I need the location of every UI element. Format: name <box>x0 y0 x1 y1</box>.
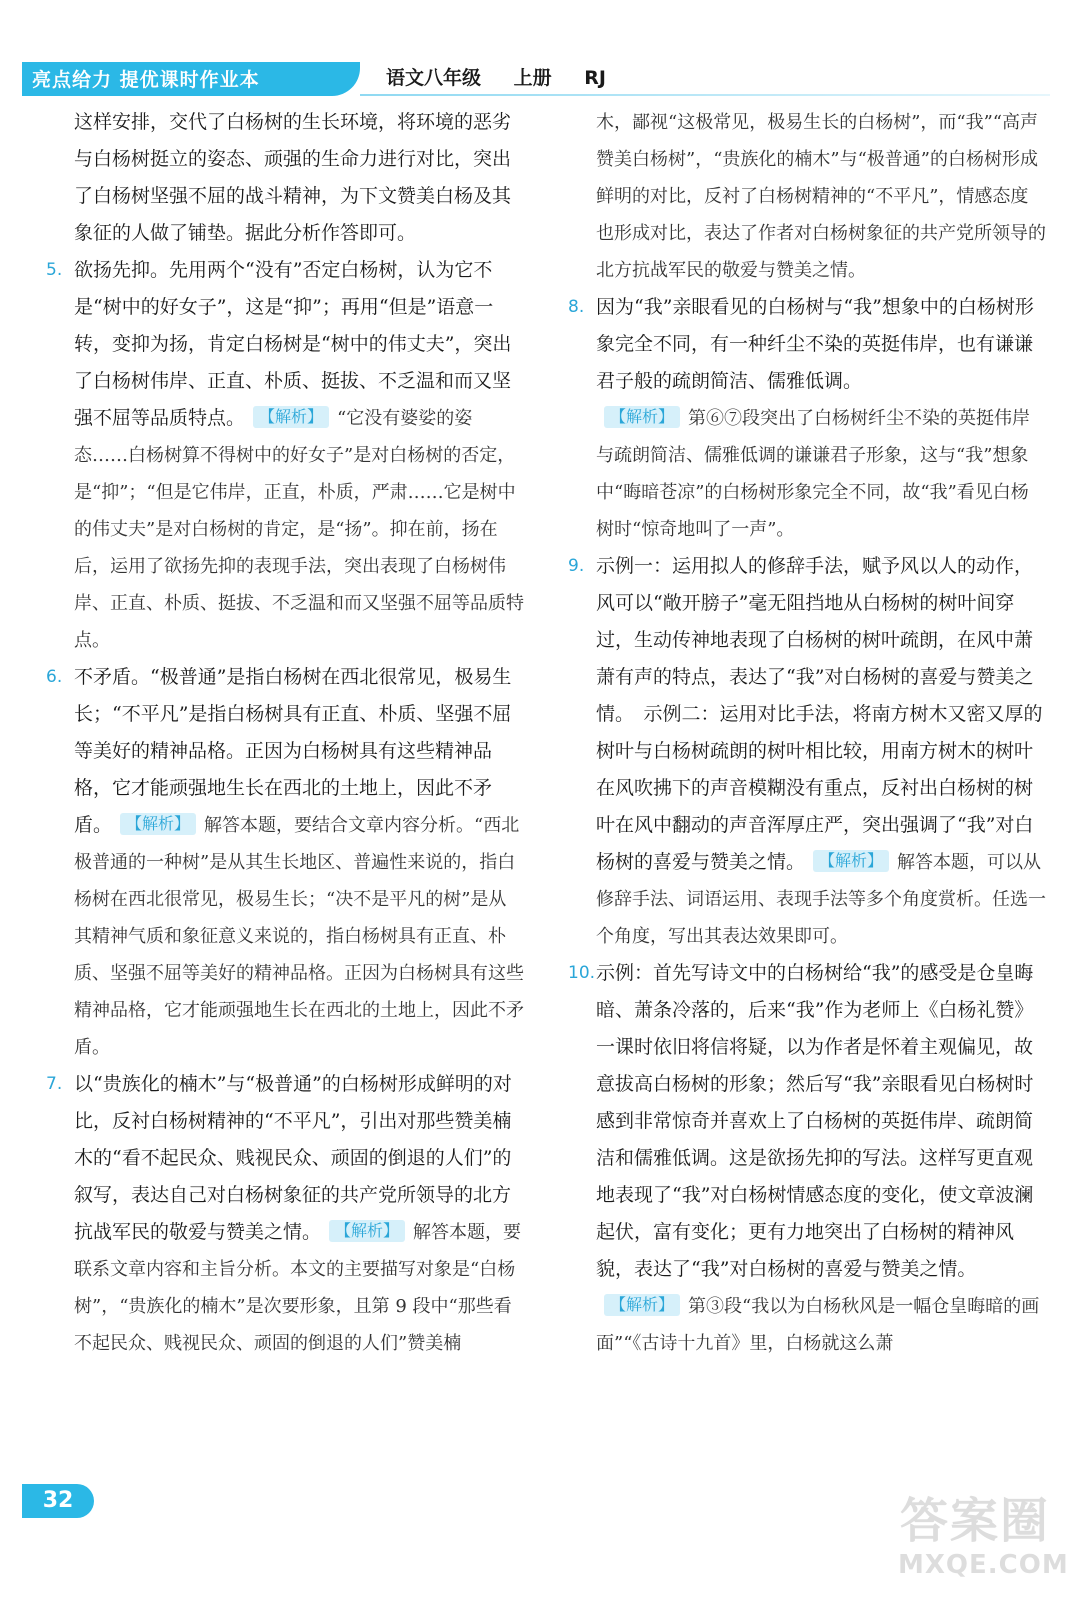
answer-text: 以“贵族化的楠木”与“极普通”的白杨树形成鲜明的对比，反衬白杨树精神的“不平凡”，引出对那些赞美楠木的“看不起民众、贱视民众、顽固的倒退的人们”的叙写，表达自己对白杨树象征的共产党所领导的北方抗战军民的敬爱与赞美之情。 <box>74 1073 512 1243</box>
item-number: 7. <box>46 1074 63 1094</box>
analysis-text: 解答本题，要联系文章内容和主旨分析。本文的主要描写对象是“白杨树”，“贵族化的楠木”是次要形象，且第 9 段中“那些看不起民众、贱视民众、顽固的倒退的人们”赞美楠 <box>74 1222 522 1354</box>
answer-item-8 <box>568 289 1046 548</box>
item-number: 6. <box>46 667 63 687</box>
analysis-text: 第③段“我以为白杨秋风是一幅仓皇晦暗的画面”“《古诗十九首》里，白杨就这么萧 <box>596 1296 1040 1354</box>
answer-item <box>46 104 524 252</box>
watermark-url: MXQE.COM <box>898 1550 1069 1580</box>
analysis-tag: 【解析】 <box>329 1220 405 1242</box>
item-number: 5. <box>46 260 63 280</box>
analysis-text: 解答本题，可以从修辞手法、词语运用、表现手法等多个角度赏析。任选一个角度，写出其表达效果即可。 <box>596 852 1046 947</box>
answer-item-6 <box>46 659 524 1066</box>
answer-item-9 <box>568 548 1046 955</box>
header-divider <box>360 94 1050 96</box>
watermark-text: 答案圈 <box>900 1493 1051 1549</box>
answer-text: 示例一：运用拟人的修辞手法，赋予风以人的动作，风可以“敞开膀子”毫无阻挡地从白杨树的树叶间穿过，生动传神地表现了白杨树的树叶疏朗，在风中萧萧有声的特点，表达了“我”对白杨树的喜爱与赞美之情。 示例二：运用对比手法，将南方树木又密又厚的树叶与白杨树疏朗的树叶相比较，用南方树木的树叶在风吹拂下的声音模糊没有重点，反衬出白杨树的树叶在风中翻动的声音浑厚庄严，突出强调了“我”对白杨树的喜爱与赞美之情。 <box>596 555 1043 873</box>
answer-text: 欲扬先抑。先用两个“没有”否定白杨树，认为它不是“树中的好女子”，这是“抑”；再用“但是”语意一转，变抑为扬，肯定白杨树是“树中的伟丈夫”，突出了白杨树伟岸、正直、朴质、挺拔、不乏温和而又坚强不屈等品质特点。 <box>74 259 512 429</box>
item-number: 10. <box>568 963 596 983</box>
answer-item-7 <box>46 1066 524 1362</box>
analysis-tag: 【解析】 <box>813 850 889 872</box>
analysis-text: “它没有婆娑的姿态……白杨树算不得树中的好女子”是对白杨树的否定，是“抑”；“但是它伟岸，正直，朴质，严肃……它是树中的伟丈夫”是对白杨树的肯定，是“扬”。抑在前，扬在后，运用了欲扬先抑的表现手法，突出表现了白杨树伟岸、正直、朴质、挺拔、不乏温和而又坚强不屈等品质特点。 <box>74 408 524 651</box>
analysis-text: 解答本题，要结合文章内容分析。“西北极普通的一种树”是从其生长地区、普遍性来说的，指白杨树在西北很常见，极易生长；“决不是平凡的树”是从其精神气质和象征意义来说的，指白杨树具有正直、朴质、坚强不屈等美好的精神品格。正因为白杨树具有这些精神品格，它才能顽强地生长在西北的土地上，因此不矛盾。 <box>74 815 524 1058</box>
page-number: 32 <box>22 1484 94 1518</box>
answer-text: 这样安排，交代了白杨树的生长环境，将环境的恶劣与白杨树挺立的姿态、顽强的生命力进行对比，突出了白杨树坚强不屈的战斗精神，为下文赞美白杨及其象征的人做了铺垫。据此分析作答即可。 <box>74 111 512 244</box>
volume-label: 上册 <box>513 67 552 89</box>
item-number: 9. <box>568 556 585 576</box>
analysis-tag: 【解析】 <box>120 813 196 835</box>
book-info <box>386 63 632 90</box>
item-number: 8. <box>568 297 585 317</box>
analysis-tag: 【解析】 <box>253 406 329 428</box>
answer-item <box>568 104 1046 289</box>
analysis-text: 木，鄙视“这极常见，极易生长的白杨树”，而“我”“高声赞美白杨树”，“贵族化的楠木”与“极普通”的白杨树形成鲜明的对比，反衬了白杨树精神的“不平凡”，情感态度也形成对比，表达了作者对白杨树象征的共产党所领导的北方抗战军民的敬爱与赞美之情。 <box>596 112 1046 281</box>
answer-text: 示例：首先写诗文中的白杨树给“我”的感受是仓皇晦暗、萧条冷落的，后来“我”作为老师上《白杨礼赞》一课时依旧将信将疑，以为作者是怀着主观偏见，故意拔高白杨树的形象；然后写“我”亲眼看见白杨树时感到非常惊奇并喜欢上了白杨树的英挺伟岸、疏朗简洁和儒雅低调。这是欲扬先抑的写法。这样写更直观地表现了“我”对白杨树情感态度的变化，使文章波澜起伏，富有变化；更有力地突出了白杨树的精神风貌，表达了“我”对白杨树的喜爱与赞美之情。 <box>596 962 1034 1280</box>
answer-item-10 <box>568 955 1046 1362</box>
answer-text: 因为“我”亲眼看见的白杨树与“我”想象中的白杨树形象完全不同，有一种纤尘不染的英挺伟岸，也有谦谦君子般的疏朗简洁、儒雅低调。 <box>596 296 1034 392</box>
answer-item-5 <box>46 252 524 659</box>
edition-label: RJ <box>584 67 606 89</box>
analysis-tag: 【解析】 <box>604 1294 680 1316</box>
page-header <box>0 0 1092 100</box>
left-column <box>46 104 524 1362</box>
analysis-text: 第⑥⑦段突出了白杨树纤尘不染的英挺伟岸与疏朗简洁、儒雅低调的谦谦君子形象，这与“我”想象中“晦暗苍凉”的白杨树形象完全不同，故“我”看见白杨树时“惊奇地叫了一声”。 <box>596 408 1031 540</box>
analysis-tag: 【解析】 <box>604 406 680 428</box>
answer-text: 不矛盾。“极普通”是指白杨树在西北很常见，极易生长；“不平凡”是指白杨树具有正直、朴质、坚强不屈等美好的精神品格。正因为白杨树具有这些精神品格，它才能顽强地生长在西北的土地上，因此不矛盾。 <box>74 666 512 836</box>
subject-label: 语文八年级 <box>386 67 482 89</box>
brand-banner <box>22 62 360 96</box>
right-column <box>568 104 1046 1362</box>
brand-title: 亮点给力 提优课时作业本 <box>32 69 260 91</box>
watermark-logo <box>890 1482 1070 1594</box>
